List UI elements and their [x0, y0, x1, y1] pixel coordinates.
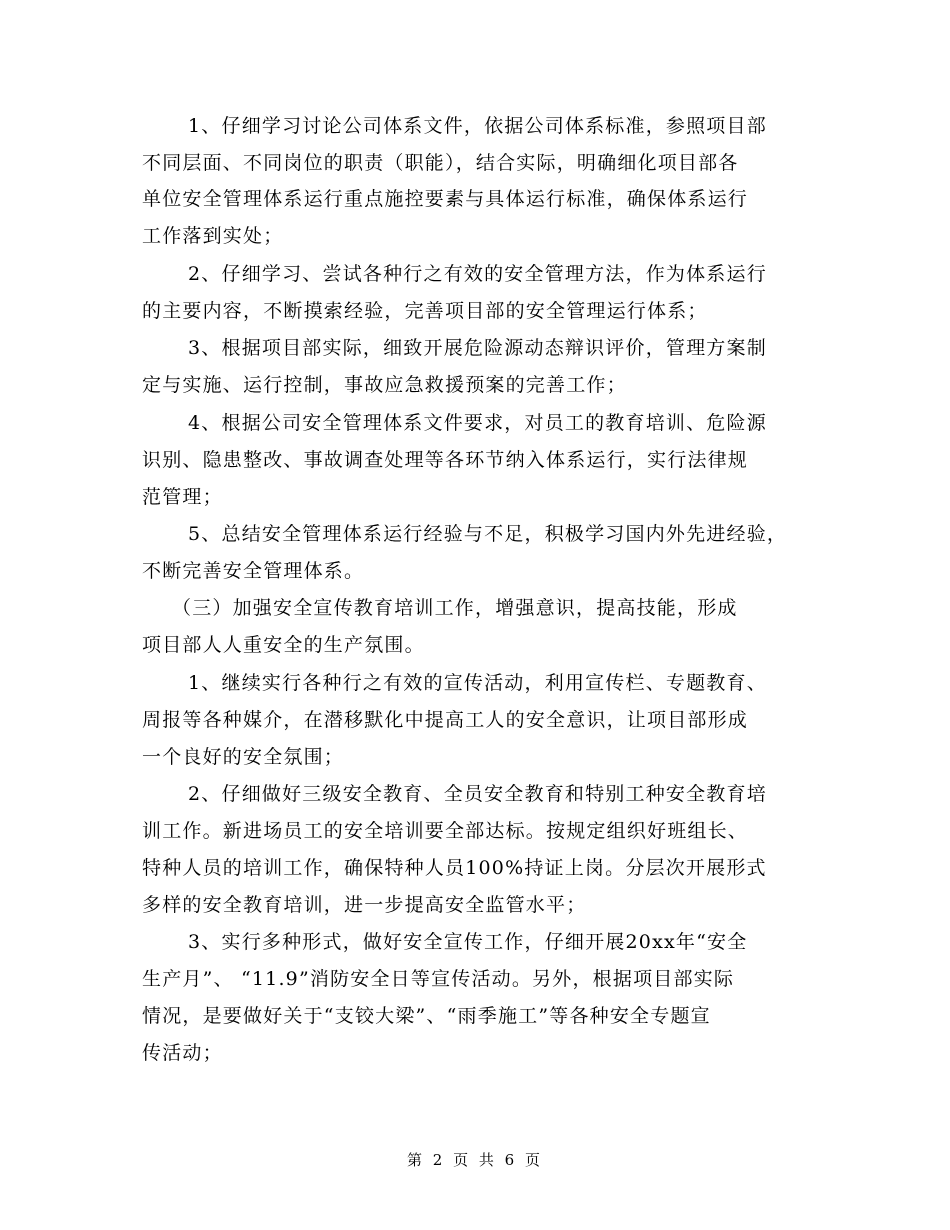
body-line: 情况，是要做好关于“支铰大梁”、“雨季施工”等各种安全专题宣	[142, 1005, 711, 1027]
body-line: 定与实施、运行控制，事故应急救援预案的完善工作；	[142, 374, 627, 396]
body-line: 3、实行多种形式，做好安全宣传工作，仔细开展20xx年“安全	[188, 931, 748, 953]
body-line: 传活动；	[142, 1042, 223, 1064]
body-line: 一个良好的安全氛围；	[142, 746, 345, 768]
body-line: 单位安全管理体系运行重点施控要素与具体运行标准，确保体系运行	[142, 188, 749, 210]
section-heading-line: （三）加强安全宣传教育培训工作，增强意识，提高技能，形成	[172, 597, 738, 619]
body-line: 生产月”、 “11.9”消防安全日等宣传活动。另外，根据项目部实际	[142, 968, 735, 990]
body-line: 范管理；	[142, 486, 223, 508]
body-line: 识别、隐患整改、事故调查处理等各环节纳入体系运行，实行法律规	[142, 449, 749, 471]
body-line: 工作落到实处；	[142, 225, 284, 247]
body-line: 5、总结安全管理体系运行经验与不足，积极学习国内外先进经验，	[188, 523, 788, 545]
page-number-footer: 第 2 页 共 6 页	[407, 1151, 543, 1169]
body-line: 1、仔细学习讨论公司体系文件，依据公司体系标准，参照项目部	[188, 115, 767, 137]
section-heading-line: 项目部人人重安全的生产氛围。	[142, 634, 425, 656]
body-line: 周报等各种媒介，在潜移默化中提高工人的安全意识，让项目部形成	[142, 709, 749, 731]
body-line: 2、仔细做好三级安全教育、全员安全教育和特别工种安全教育培	[188, 783, 767, 805]
body-line: 不同层面、不同岗位的职责（职能），结合实际，明确细化项目部各	[142, 152, 739, 174]
body-line: 4、根据公司安全管理体系文件要求，对员工的教育培训、危险源	[188, 412, 767, 434]
body-line: 2、仔细学习、尝试各种行之有效的安全管理方法，作为体系运行	[188, 263, 767, 285]
body-line: 不断完善安全管理体系。	[142, 560, 365, 582]
body-line: 训工作。新进场员工的安全培训要全部达标。按规定组织好班组长、	[142, 820, 749, 842]
body-line: 3、根据项目部实际，细致开展危险源动态辩识评价，管理方案制	[188, 337, 767, 359]
body-line: 的主要内容，不断摸索经验，完善项目部的安全管理运行体系；	[142, 300, 708, 322]
body-line: 多样的安全教育培训，进一步提高安全监管水平；	[142, 894, 587, 916]
body-line: 1、继续实行各种行之有效的宣传活动，利用宣传栏、专题教育、	[188, 672, 767, 694]
body-line: 特种人员的培训工作，确保特种人员100%持证上岗。分层次开展形式	[142, 857, 767, 879]
